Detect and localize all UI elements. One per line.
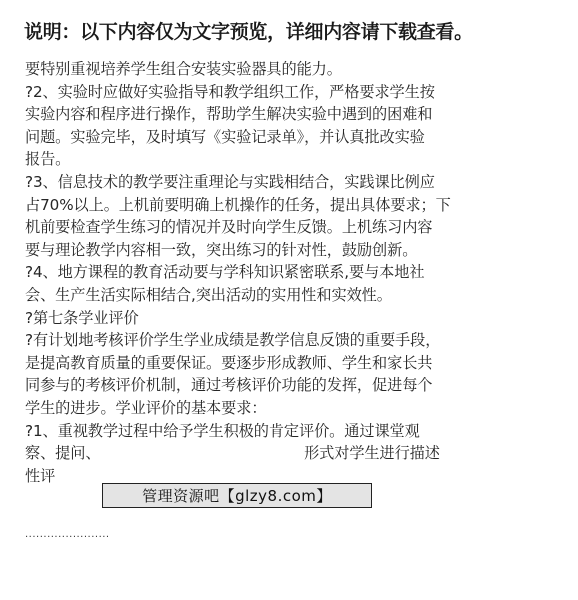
preview-notice: 说明：以下内容仅为文字预览，详细内容请下载查看。: [24, 21, 473, 43]
text-line: 同参与的考核评价机制，通过考核评价功能的发挥，促进每个: [25, 376, 433, 395]
text-line: 要与理论教学内容相一致，突出练习的针对性，鼓励创新。: [25, 240, 418, 259]
text-line: 学生的进步。学业评价的基本要求：: [25, 398, 267, 417]
truncation-dots: ·······················: [25, 532, 110, 543]
text-line: ?1、重视教学过程中给予学生积极的肯定评价。通过课堂观: [25, 421, 420, 440]
text-line: 占70%以上。上机前要明确上机操作的任务，提出具体要求；下: [25, 195, 451, 214]
section-heading: ?第七条学业评价: [25, 308, 139, 327]
text-line: 察、提问、 形式对学生进行描述: [25, 444, 440, 463]
text-line: 性评: [25, 466, 56, 485]
text-line: 是提高教育质量的重要保证。要逐步形成教师、学生和家长共: [25, 353, 433, 372]
text-line: 问题。实验完毕，及时填写《实验记录单》，并认真批改实验: [25, 127, 425, 146]
text-line: ?有计划地考核评价学生学业成绩是教学信息反馈的重要手段，: [25, 331, 441, 350]
text-line: ?3、信息技术的教学要注重理论与实践相结合，实践课比例应: [25, 172, 435, 191]
document-body: [25, 58, 553, 487]
text-line: 实验内容和程序进行操作，帮助学生解决实验中遇到的困难和: [25, 105, 433, 124]
text-line: 要特别重视培养学生组合安装实验器具的能力。: [25, 60, 342, 78]
text-line: 报告。: [25, 150, 71, 169]
text-line: ?2、实验时应做好实验指导和教学组织工作，严格要求学生按: [25, 82, 435, 101]
watermark-banner: 管理资源吧【glzy8.com】: [102, 483, 372, 508]
text-line: ?4、地方课程的教育活动要与学科知识紧密联系,要与本地社: [25, 263, 425, 282]
text-line: 会、生产生活实际相结合,突出活动的实用性和实效性。: [25, 285, 392, 304]
text-line: 机前要检查学生练习的情况并及时向学生反馈。上机练习内容: [25, 218, 433, 237]
